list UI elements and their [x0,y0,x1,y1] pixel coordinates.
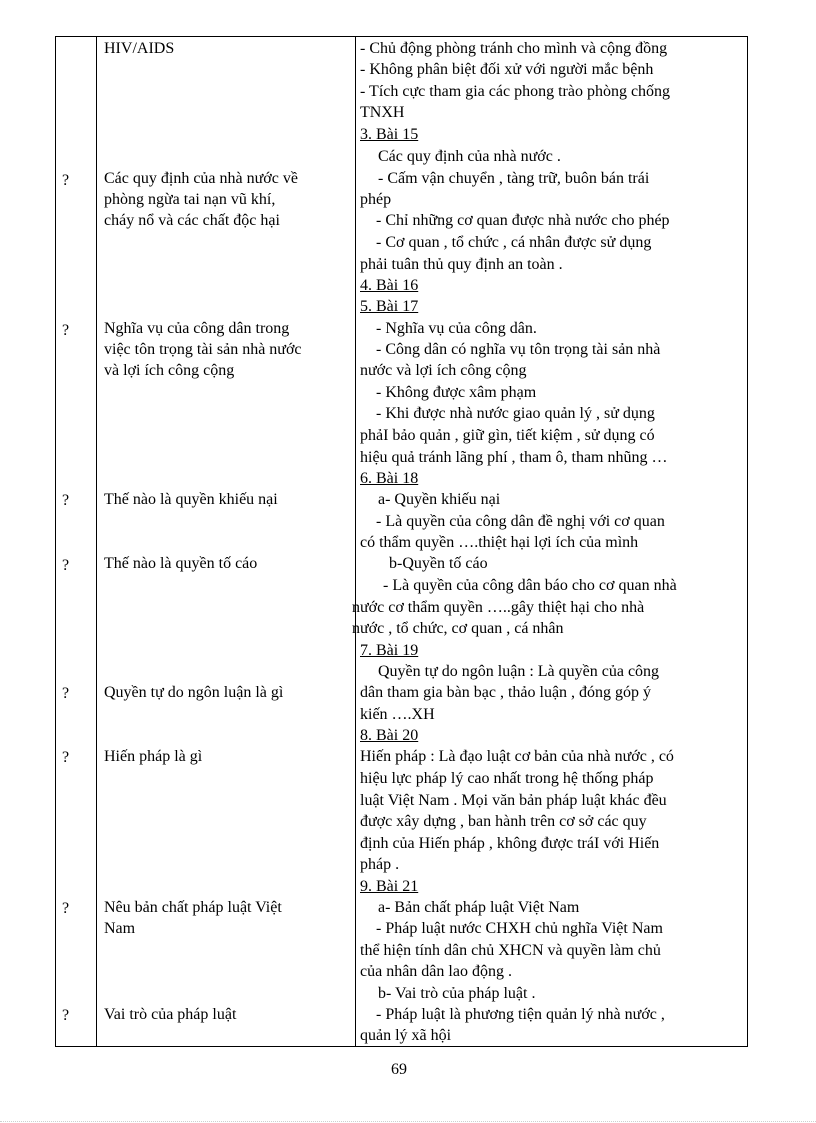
answer-text-line: 5. Bài 17 [360,298,419,315]
answer-text-line: 6. Bài 18 [360,470,419,487]
question-text-line: phòng ngừa tai nạn vũ khí, [104,191,276,208]
answer-text-line: kiến ….XH [360,706,435,723]
answer-text-line: phép [360,191,392,208]
answer-text-line: - Không phân biệt đối xử với người mắc bệnh [360,61,654,78]
question-marker: ? [62,492,70,509]
page-number: 69 [391,1061,407,1078]
answer-text-line: pháp . [360,856,400,873]
question-text-line: cháy nổ và các chất độc hại [104,212,280,229]
question-text-line: Hiến pháp là gì [104,748,203,765]
answer-text-line: - Là quyền của công dân đề nghị với cơ quan [376,513,665,530]
answer-text-line: dân tham gia bàn bạc , thảo luận , đóng góp ý [360,684,652,701]
answer-text-line: của nhân dân lao động . [360,963,512,980]
question-text-line: Các quy định của nhà nước về [104,170,298,187]
table-col-divider-2 [355,36,356,1047]
table-right-border [747,36,748,1047]
answer-text-line: luật Việt Nam . Mọi văn bản pháp luật khác đều [360,792,667,809]
answer-text-line: được xây dựng , ban hành trên cơ sở các quy [360,813,647,830]
question-text-line: Vai trò của pháp luật [104,1006,237,1023]
question-marker: ? [62,1007,70,1024]
answer-text-line: có thẩm quyền ….thiệt hại lợi ích của mình [360,534,639,551]
answer-text-line: 4. Bài 16 [360,277,419,294]
table-col-divider-1 [96,36,97,1047]
question-marker: ? [62,172,70,189]
question-text-line: Thế nào là quyền khiếu nại [104,491,278,508]
answer-text-line: - Khi được nhà nước giao quản lý , sử dụng [376,405,655,422]
question-marker: ? [62,749,70,766]
answer-text-line: - Là quyền của công dân báo cho cơ quan nhà [383,577,677,594]
answer-text-line: thể hiện tính dân chủ XHCN và quyền làm chủ [360,942,661,959]
answer-text-line: phảI bảo quản , giữ gìn, tiết kiệm , sử dụng có [360,427,655,444]
answer-text-line: nước , tổ chức, cơ quan , cá nhân [352,620,564,637]
question-marker: ? [62,557,70,574]
answer-text-line: b-Quyền tố cáo [389,555,488,572]
answer-text-line: nước và lợi ích công cộng [360,362,527,379]
answer-text-line: TNXH [360,104,405,121]
question-text-line: Nêu bản chất pháp luật Việt [104,899,282,916]
answer-text-line: - Tích cực tham gia các phong trào phòng chống [360,83,671,100]
answer-text-line: hiệu lực pháp lý cao nhất trong hệ thống pháp [360,770,654,787]
question-text-line: Nam [104,920,136,937]
question-marker: ? [62,322,70,339]
answer-text-line: quản lý xã hội [360,1027,452,1044]
answer-text-line: - Cấm vận chuyển , tàng trữ, buôn bán trái [378,170,650,187]
answer-text-line: 3. Bài 15 [360,126,419,143]
answer-text-line: nước cơ thẩm quyền …..gây thiệt hại cho nhà [352,599,645,616]
answer-text-line: Quyền tự do ngôn luận : Là quyền của công [378,663,660,680]
answer-text-line: a- Quyền khiếu nại [378,491,501,508]
answer-text-line: 8. Bài 20 [360,727,419,744]
question-marker: ? [62,900,70,917]
answer-text-line: - Chủ động phòng tránh cho mình và cộng đồng [360,40,668,57]
question-text-line: Thế nào là quyền tố cáo [104,555,258,572]
answer-text-line: Hiến pháp : Là đạo luật cơ bản của nhà nước , có [360,748,674,765]
table-left-border [55,36,56,1047]
answer-text-line: 9. Bài 21 [360,878,419,895]
answer-text-line: a- Bản chất pháp luật Việt Nam [378,899,580,916]
question-text-line: Quyền tự do ngôn luận là gì [104,684,284,701]
answer-text-line: - Nghĩa vụ của công dân. [376,320,537,337]
page-edge-dotted-line [0,1121,816,1122]
answer-text-line: định của Hiến pháp , không được tráI với Hiến [360,835,660,852]
question-text-line: Nghĩa vụ của công dân trong [104,320,290,337]
question-text-line: việc tôn trọng tài sản nhà nước [104,341,302,358]
answer-text-line: b- Vai trò của pháp luật . [378,985,536,1002]
answer-text-line: - Pháp luật nước CHXH chủ nghĩa Việt Nam [376,920,663,937]
question-text-line: và lợi ích công cộng [104,362,235,379]
answer-text-line: - Chỉ những cơ quan được nhà nước cho phép [376,212,670,229]
table-bottom-border [55,1046,747,1047]
answer-text-line: 7. Bài 19 [360,642,419,659]
question-marker: ? [62,685,70,702]
table-top-border [55,36,747,37]
answer-text-line: - Không được xâm phạm [376,384,537,401]
answer-text-line: Các quy định của nhà nước . [378,148,561,165]
answer-text-line: - Pháp luật là phương tiện quản lý nhà nước , [376,1006,665,1023]
question-text-line: HIV/AIDS [104,40,175,57]
answer-text-line: - Cơ quan , tổ chức , cá nhân được sử dụng [376,234,652,251]
answer-text-line: hiệu quả tránh lãng phí , tham ô, tham nhũng … [360,449,668,466]
answer-text-line: phải tuân thủ quy định an toàn . [360,256,563,273]
answer-text-line: - Công dân có nghĩa vụ tôn trọng tài sản nhà [376,341,661,358]
